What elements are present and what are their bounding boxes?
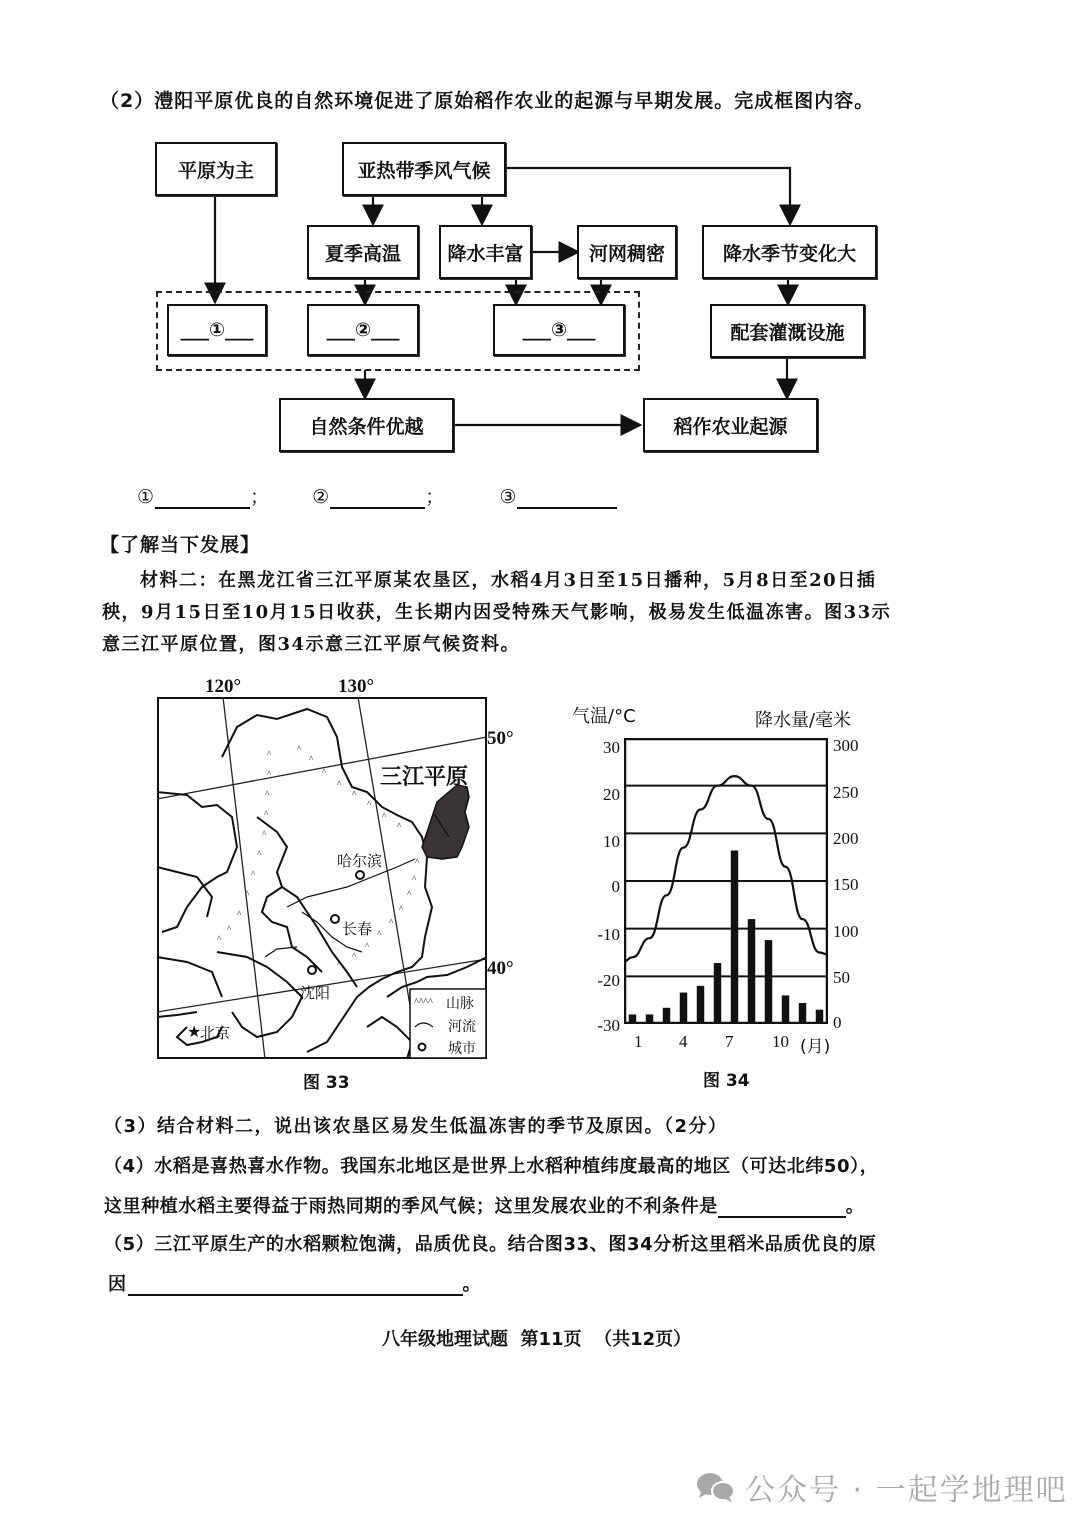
question-4-line2 bbox=[104, 1192, 864, 1218]
question-5-text: 因 bbox=[108, 1274, 128, 1295]
svg-text:^: ^ bbox=[217, 934, 222, 944]
figure-33-caption: 图 33 bbox=[303, 1073, 350, 1093]
box-natural-good: 自然条件优越 bbox=[279, 398, 454, 452]
answer-marker-1: ① bbox=[137, 486, 156, 508]
svg-text:^: ^ bbox=[415, 857, 420, 867]
material2-line1: 材料二：在黑龙江省三江平原某农垦区，水稻4月3日至15日播种，5月8日至20日插 bbox=[140, 570, 877, 591]
svg-text:^: ^ bbox=[262, 829, 267, 839]
box-rice-origin: 稻作农业起源 bbox=[643, 398, 818, 452]
answer-sep-2: ； bbox=[425, 486, 446, 508]
precip-bar bbox=[782, 995, 789, 1024]
right-axis-title: 降水量/毫米 bbox=[755, 710, 852, 731]
answer-blank-1[interactable] bbox=[155, 489, 250, 509]
svg-text:^: ^ bbox=[267, 749, 272, 759]
svg-text:^: ^ bbox=[377, 929, 382, 939]
right-tick: 250 bbox=[833, 783, 859, 802]
x-tick: 4 bbox=[679, 1032, 688, 1051]
answer-marker-2: ② bbox=[312, 486, 331, 508]
question-5-period: 。 bbox=[462, 1274, 482, 1295]
x-tick: 7 bbox=[725, 1032, 734, 1051]
svg-text:^: ^ bbox=[397, 821, 402, 831]
watermark-text: 公众号 · 一起学地理吧 bbox=[745, 1473, 1068, 1508]
right-tick: 200 bbox=[833, 829, 859, 848]
answer-sep-1: ； bbox=[250, 486, 271, 508]
svg-text:^: ^ bbox=[337, 959, 342, 969]
material2-line2: 秧，9月15日至10月15日收获，生长期内因受特殊天气影响，极易发生低温冻害。图33示 bbox=[102, 602, 892, 623]
question-4-line1: （4）水稻是喜热喜水作物。我国东北地区是世界上水稻种植纬度最高的地区（可达北纬50）， bbox=[104, 1156, 879, 1177]
precip-bar bbox=[629, 1014, 636, 1024]
svg-text:^: ^ bbox=[267, 769, 272, 779]
precip-bar bbox=[765, 940, 772, 1024]
box-rain-seasonal: 降水季节变化大 bbox=[702, 225, 877, 279]
page-footer: 八年级地理试题 第11页 （共12页） bbox=[382, 1329, 692, 1350]
precip-bar bbox=[748, 919, 755, 1024]
left-tick: -10 bbox=[597, 925, 620, 944]
svg-text:^: ^ bbox=[367, 799, 372, 809]
answer-blank-2[interactable] bbox=[330, 489, 425, 509]
svg-text:^: ^ bbox=[352, 789, 357, 799]
right-tick: 100 bbox=[833, 922, 859, 941]
x-unit: (月) bbox=[800, 1037, 831, 1057]
svg-text:^: ^ bbox=[407, 889, 412, 899]
left-tick: -20 bbox=[597, 971, 620, 990]
question-4-answer-blank[interactable] bbox=[718, 1198, 846, 1218]
box-summer-heat: 夏季高温 bbox=[307, 225, 419, 279]
precip-bar bbox=[731, 850, 738, 1024]
answer-line bbox=[137, 482, 617, 509]
question-2-prompt: （2）澧阳平原优良的自然环境促进了原始稻作农业的起源与早期发展。完成框图内容。 bbox=[100, 90, 875, 112]
svg-text:★: ★ bbox=[187, 1024, 202, 1041]
city-beijing: 北京 bbox=[200, 1024, 231, 1042]
precip-bar bbox=[697, 986, 704, 1024]
question-4-text: 这里种植水稻主要得益于雨热同期的季风气候；这里发展农业的不利条件是 bbox=[104, 1196, 718, 1217]
svg-text:^: ^ bbox=[412, 874, 417, 884]
city-changchun: 长春 bbox=[342, 920, 373, 938]
blank-box-1[interactable]: ___①___ bbox=[167, 304, 267, 356]
legend-river: 河流 bbox=[448, 1019, 476, 1035]
precip-bar bbox=[646, 1014, 653, 1024]
box-plain: 平原为主 bbox=[155, 142, 277, 196]
box-climate: 亚热带季风气候 bbox=[342, 142, 506, 196]
x-tick: 1 bbox=[634, 1032, 643, 1051]
flowchart-arrows bbox=[0, 0, 1080, 470]
right-tick: 150 bbox=[833, 875, 859, 894]
svg-text:^: ^ bbox=[399, 904, 404, 914]
sanjiang-label: 三江平原 bbox=[380, 765, 469, 790]
precip-bar bbox=[663, 1008, 670, 1024]
section-heading: 【了解当下发展】 bbox=[100, 534, 261, 556]
material2-line3: 意三江平原位置，图34示意三江平原气候资料。 bbox=[102, 634, 521, 655]
climate-plot bbox=[624, 738, 828, 1024]
svg-text:^: ^ bbox=[265, 789, 270, 799]
lon-label-120: 120° bbox=[205, 676, 242, 697]
precip-bar bbox=[816, 1010, 823, 1024]
svg-text:^^^^: ^^^^ bbox=[414, 997, 433, 1008]
x-tick: 10 bbox=[772, 1032, 789, 1051]
left-tick: 0 bbox=[611, 877, 620, 896]
map-canvas bbox=[157, 697, 487, 1059]
svg-text:^: ^ bbox=[245, 889, 250, 899]
precip-bar bbox=[799, 1003, 806, 1024]
svg-text:^: ^ bbox=[389, 917, 394, 927]
box-river-net: 河网稠密 bbox=[577, 225, 677, 279]
right-tick: 300 bbox=[833, 736, 859, 755]
svg-text:^: ^ bbox=[264, 809, 269, 819]
svg-text:^: ^ bbox=[352, 951, 357, 961]
svg-text:^: ^ bbox=[309, 754, 314, 764]
watermark bbox=[695, 1465, 1068, 1509]
left-axis-title: 气温/°C bbox=[572, 706, 636, 727]
left-tick: 20 bbox=[603, 785, 620, 804]
box-rain-rich: 降水丰富 bbox=[439, 225, 532, 279]
blank-box-3[interactable]: ___③___ bbox=[493, 304, 625, 356]
right-tick: 0 bbox=[833, 1013, 842, 1032]
svg-text:^: ^ bbox=[365, 941, 370, 951]
question-5-line2 bbox=[108, 1270, 482, 1296]
lat-label-40: 40° bbox=[487, 958, 514, 979]
answer-marker-3: ③ bbox=[499, 486, 518, 508]
lat-label-50: 50° bbox=[487, 728, 514, 749]
precip-bar bbox=[714, 963, 721, 1024]
lon-label-130: 130° bbox=[338, 676, 375, 697]
svg-text:^: ^ bbox=[337, 779, 342, 789]
legend-mountain: 山脉 bbox=[446, 996, 474, 1012]
left-tick: 30 bbox=[603, 738, 620, 757]
left-tick: 10 bbox=[603, 832, 620, 851]
question-4-period: 。 bbox=[845, 1196, 865, 1217]
box-irrigation: 配套灌溉设施 bbox=[710, 304, 865, 358]
question-3: （3）结合材料二，说出该农垦区易发生低温冻害的季节及原因。（2分） bbox=[104, 1116, 728, 1137]
question-5-answer-blank[interactable] bbox=[128, 1276, 463, 1296]
legend-city: 城市 bbox=[448, 1041, 476, 1057]
svg-text:^: ^ bbox=[227, 924, 232, 934]
svg-text:^: ^ bbox=[237, 909, 242, 919]
figure-34-caption: 图 34 bbox=[703, 1071, 750, 1091]
answer-blank-3[interactable] bbox=[517, 489, 617, 509]
right-tick: 50 bbox=[833, 968, 850, 987]
city-harbin: 哈尔滨 bbox=[337, 852, 383, 870]
svg-text:^: ^ bbox=[257, 849, 262, 859]
city-shenyang: 沈阳 bbox=[300, 984, 331, 1002]
wechat-icon bbox=[695, 1470, 737, 1504]
svg-text:^: ^ bbox=[382, 811, 387, 821]
left-tick: -30 bbox=[597, 1016, 620, 1035]
svg-text:^: ^ bbox=[322, 767, 327, 777]
blank-box-2[interactable]: ___②___ bbox=[307, 304, 419, 356]
svg-text:^: ^ bbox=[251, 869, 256, 879]
precip-bar bbox=[680, 993, 687, 1024]
question-5-line1: （5）三江平原生产的水稻颗粒饱满，品质优良。结合图33、图34分析这里稻米品质优良的原 bbox=[104, 1234, 877, 1255]
svg-text:^: ^ bbox=[297, 744, 302, 754]
